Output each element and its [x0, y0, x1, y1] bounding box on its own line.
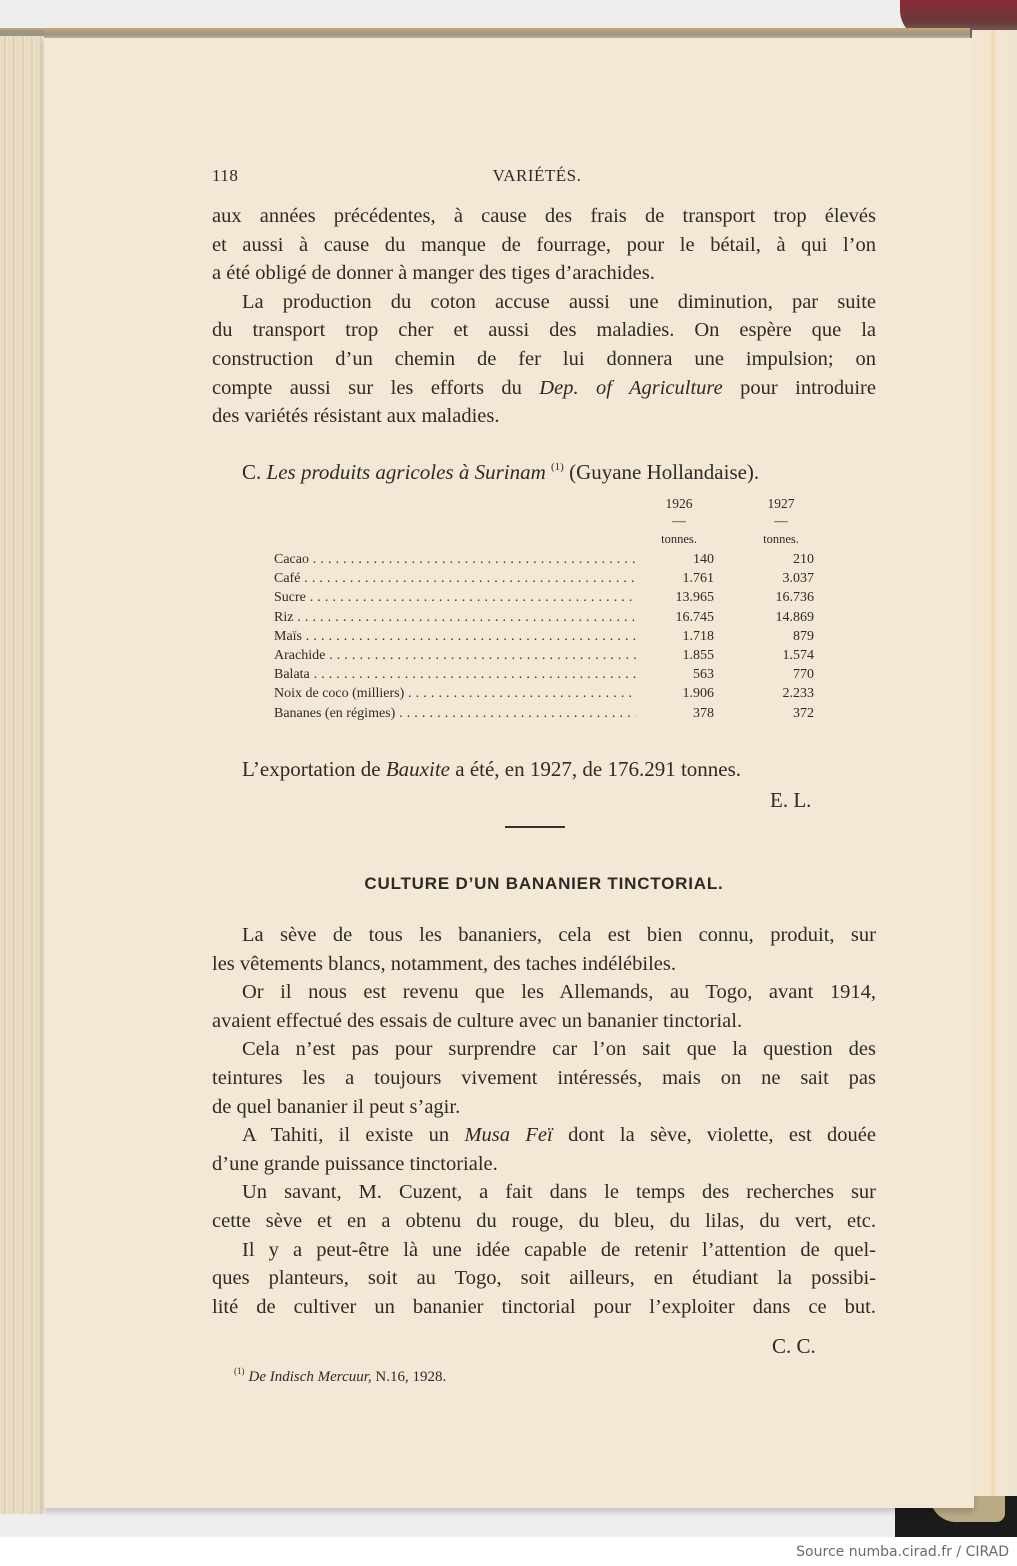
bauxite-export-line [242, 757, 741, 782]
page-top-edge [0, 28, 970, 38]
caption-suffix: (Guyane Hollandaise). [563, 460, 760, 484]
text-run: a été, en 1927, de 176.291 tonnes. [450, 757, 742, 781]
column-dash: — [672, 513, 686, 528]
paragraph [212, 202, 876, 288]
page-gutter [972, 30, 1017, 1496]
running-head [212, 166, 862, 190]
footnote-ref: (1) [551, 461, 564, 473]
value-1927: 14.869 [775, 609, 814, 625]
value-1926: 13.965 [675, 590, 714, 606]
table-row [274, 627, 814, 646]
text-line: les vêtements blancs, notamment, des taches indélébiles. [212, 952, 676, 975]
text-run: L’exportation de [242, 757, 386, 781]
section-body [212, 921, 876, 1321]
text-run: compte aussi sur les efforts du [212, 376, 540, 399]
column-year: 1927 [767, 496, 795, 511]
text-line: aux années précédentes, à cause des frais de transport trop élevés [212, 205, 876, 227]
text-line: Cela n’est pas pour surprendre car l’on sait que la question des [242, 1038, 876, 1061]
table-row [274, 704, 814, 723]
text-line: a été obligé de donner à manger des tiges d’arachides. [212, 262, 655, 285]
source-credit: Source numba.cirad.fr / CIRAD [796, 1544, 1009, 1560]
product-name: Riz . . . [274, 608, 636, 627]
value-1926: 563 [693, 667, 714, 683]
text-line: du transport trop cher et aussi des maladies. On espère que la [212, 319, 876, 342]
product-name: Arachide . . . [274, 646, 636, 665]
section-divider [505, 826, 565, 828]
column-unit: tonnes. [763, 532, 799, 546]
footnote-source: De Indisch Mercuur, [248, 1369, 372, 1385]
product-name: Bananes (en régimes) . . . [274, 704, 636, 723]
text-line: teintures les a toujours vivement intéressés, mais on ne sait pas [212, 1066, 876, 1089]
value-1927: 210 [793, 552, 814, 567]
text-line: ques planteurs, soit au Togo, soit ailleurs, en étudiant la possibi- [212, 1267, 876, 1290]
value-1927: 2.233 [782, 686, 814, 702]
value-1926: 1.761 [682, 571, 714, 587]
column-dash: — [774, 513, 788, 528]
paragraph [212, 1035, 876, 1121]
text-line: d’une grande puissance tinctoriale. [212, 1152, 498, 1175]
product-name: Maïs . . . [274, 627, 636, 646]
paragraph [212, 1178, 876, 1235]
product-name: Café . . . [274, 569, 636, 588]
table-caption [242, 460, 759, 485]
paragraph [212, 288, 876, 431]
table-row [274, 646, 814, 665]
value-1926: 1.855 [682, 647, 714, 663]
product-name: Balata . . . [274, 665, 636, 684]
value-1926: 16.745 [675, 609, 714, 625]
table-row [274, 569, 814, 588]
table-body [274, 550, 814, 723]
footnote [234, 1366, 446, 1386]
section-title: CULTURE D’UN BANANIER TINCTORIAL. [364, 874, 724, 893]
product-name: Noix de coco (milliers) . . . [274, 684, 636, 703]
text-line: cette sève et en a obtenu du rouge, du bleu, du lilas, du vert, etc. [212, 1209, 876, 1232]
paragraph [212, 978, 876, 1035]
text-line: et aussi à cause du manque de fourrage, pour le bétail, à qui l’on [212, 233, 876, 256]
column-header-1926 [644, 496, 714, 552]
text-run: pour introduire [722, 376, 876, 399]
table-row [274, 608, 814, 627]
text-line: de quel bananier il peut s’agir. [212, 1095, 461, 1118]
value-1926: 1.906 [682, 686, 714, 702]
column-unit: tonnes. [661, 532, 697, 546]
paragraph [212, 921, 876, 978]
italic-term: Musa Feï [464, 1124, 553, 1147]
text-line: lité de cultiver un bananier tinctorial pour l’exploiter dans ce but. [212, 1295, 876, 1318]
table-row [274, 550, 814, 569]
text-line: avaient effectué des essais de culture avec un bananier tinctorial. [212, 1009, 743, 1032]
value-1926: 378 [693, 705, 714, 721]
text-line: La production du coton accuse aussi une diminution, par suite [242, 290, 876, 313]
italic-term: Dep. of Agriculture [539, 376, 723, 399]
product-name: Sucre . . . [274, 588, 636, 607]
caption-title: Les produits agricoles à Surinam [266, 460, 546, 484]
text-line: La sève de tous les bananiers, cela est bien connu, produit, sur [242, 924, 876, 946]
caption-prefix: C. [242, 460, 267, 484]
italic-term: Bauxite [385, 757, 450, 781]
value-1927: 879 [793, 628, 814, 644]
table-row [274, 588, 814, 607]
paragraph [212, 1236, 876, 1322]
text-run: dont la sève, violette, est douée [552, 1124, 876, 1147]
product-name: Cacao . . . [274, 550, 636, 569]
value-1927: 372 [793, 705, 814, 721]
footnote-marker: (1) [234, 1366, 245, 1376]
value-1927: 770 [793, 667, 814, 683]
text-line: des variétés résistant aux maladies. [212, 405, 500, 428]
author-signature: C. C. [772, 1334, 816, 1358]
text-line: construction d’un chemin de fer lui donnera une impulsion; on [212, 347, 876, 370]
text-line [212, 374, 876, 403]
page-number: 118 [212, 166, 239, 185]
value-1926: 1.718 [682, 628, 714, 644]
column-year: 1926 [665, 496, 693, 511]
value-1927: 1.574 [782, 647, 814, 663]
page-stack-left [0, 30, 44, 1514]
text-run: A Tahiti, il existe un [242, 1124, 465, 1147]
intro-text [212, 202, 876, 431]
value-1927: 3.037 [782, 571, 814, 587]
column-header-1927 [746, 496, 816, 552]
table-row [274, 684, 814, 703]
footnote-text: N.16, 1928. [371, 1369, 447, 1385]
text-line: Un savant, M. Cuzent, a fait dans le temps des recherches sur [242, 1181, 876, 1204]
text-line: Il y a peut-être là une idée capable de retenir l’attention de quel- [242, 1238, 876, 1261]
value-1926: 140 [693, 552, 714, 567]
table-row [274, 665, 814, 684]
paragraph [212, 1121, 876, 1178]
running-title: VARIÉTÉS. [492, 166, 582, 185]
author-signature: E. L. [770, 788, 812, 812]
value-1927: 16.736 [775, 590, 814, 606]
text-line [212, 1121, 876, 1150]
text-line: Or il nous est revenu que les Allemands, au Togo, avant 1914, [242, 981, 876, 1004]
